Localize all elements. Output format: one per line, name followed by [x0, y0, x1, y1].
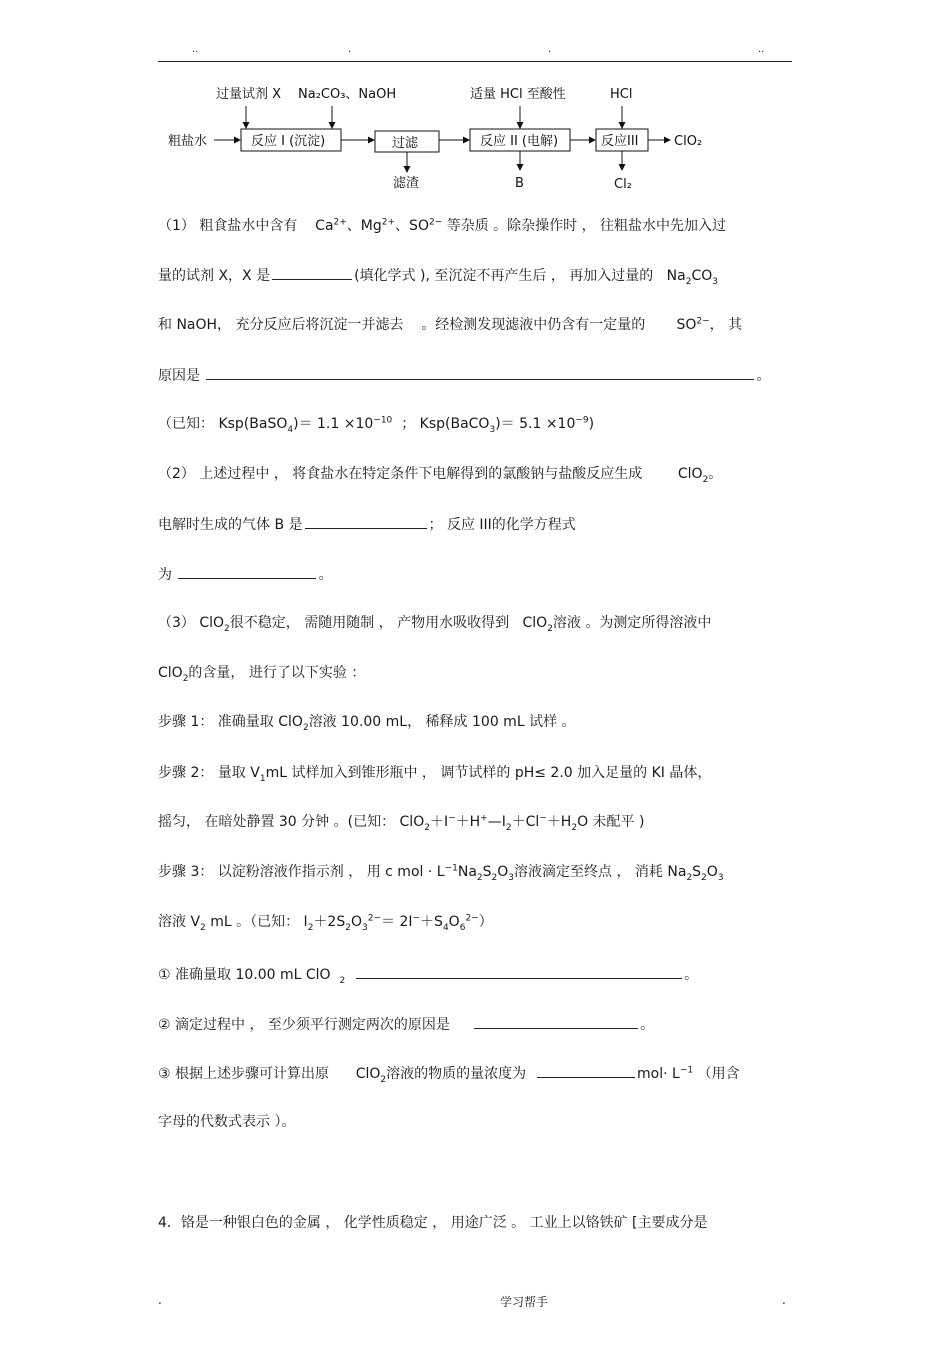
q2-line3: 为 。 — [158, 563, 332, 585]
q3-line1: （3） ClO$_2$很不稳定， 需随用随制 ， 产物用水吸收得到 ClO$_2$溶液 。为测定所得溶液中 — [158, 615, 712, 634]
reaction2-label: 反应 II (电解) — [480, 134, 559, 149]
answer-blank-equation[interactable] — [178, 563, 316, 579]
q3-step2-cont: 摇匀， 在暗处静置 30 分钟 。(已知： $ClO_2+I^-+H^+—I_2+Cl^-+H_2O$ 未配平 ) — [158, 813, 645, 833]
start-label: 粗盐水 — [168, 134, 208, 149]
q1-line1: （1） 粗食盐水中含有 $Ca^{2+}$、$Mg^{2+}$、$SO^{2-}$ 等杂质 。除杂操作时 ， 往粗盐水中先加入过 — [158, 217, 727, 234]
q3-sub1: ① 准确量取 10.00 mL ClO $_2$ 。 — [158, 963, 698, 985]
process-flowchart — [158, 76, 718, 196]
answer-blank-x[interactable] — [272, 264, 352, 280]
q3-step2: 步骤 2： 量取 $V_1mL$ 试样加入到锥形瓶中 ， 调节试样的 pH≤ 2.0 加入足量的 KI 晶体， — [158, 765, 712, 784]
footer-left-dot: . — [158, 1293, 162, 1307]
reaction1-label: 反应 I (沉淀) — [251, 134, 326, 149]
q3-sub2: ② 滴定过程中 ， 至少须平行测定两次的原因是 。 — [158, 1013, 654, 1035]
q3-line2: ClO$_2$的含量， 进行了以下实验 ： — [158, 665, 366, 684]
clo2-label: ClO₂ — [674, 134, 703, 149]
answer-blank-concentration[interactable] — [537, 1062, 635, 1078]
hcl-label: HCl — [610, 87, 633, 102]
hcl-acid-label: 适量 HCl 至酸性 — [470, 87, 566, 102]
page-header — [158, 44, 792, 58]
q4-line1: 4．铬是一种银白色的金属 ， 化学性质稳定 ， 用途广泛 。 工业上以铬铁矿 [主要成分是 — [158, 1215, 708, 1231]
q2-line2: 电解时生成的气体 B 是 ； 反应 III的化学方程式 — [158, 513, 576, 535]
q1-line3: 和 NaOH， 充分反应后将沉淀一并滤去 。经检测发现滤液中仍含有一定量的 $SO^{2-}$， 其 — [158, 316, 743, 333]
reagent-x-label: 过量试剂 X — [216, 87, 282, 102]
residue-label: 滤渣 — [393, 176, 420, 191]
b-label: B — [515, 176, 524, 191]
header-rule — [158, 61, 792, 62]
answer-blank-gas-b[interactable] — [305, 513, 427, 529]
filter-label: 过滤 — [392, 136, 419, 151]
footer-right-dot: . — [782, 1293, 786, 1307]
header-dot-1: .. — [192, 44, 199, 55]
q1-line5: （已知： Ksp(BaSO$_4$)＝ $1.1 \times 10^{-10}$ ； Ksp(BaCO$_3$)＝ $5.1 \times 10^{-9}$) — [158, 415, 595, 435]
q3-sub3: ③ 根据上述步骤可计算出原 ClO$_2$溶液的物质的量浓度为 $mol\cdot L^{-1}$ （用含 — [158, 1062, 740, 1084]
reagent-chem-label: Na₂CO₃、NaOH — [298, 87, 397, 102]
cl2-label: Cl₂ — [614, 177, 632, 192]
q2-line1: （2） 上述过程中 ， 将食盐水在特定条件下电解得到的氯酸钠与盐酸反应生成 ClO$_2$。 — [158, 466, 723, 485]
q3-step1: 步骤 1： 准确量取 ClO$_2$溶液 10.00 mL， 稀释成 100 mL 试样 。 — [158, 714, 576, 733]
header-dot-2: . — [348, 44, 352, 55]
footer-title: 学习帮手 — [500, 1295, 549, 1309]
answer-blank-instrument[interactable] — [356, 963, 682, 979]
q1-line2: 量的试剂 X，X 是 (填化学式 ), 至沉淀不再产生后 ， 再加入过量的 $Na_2CO_3$ — [158, 264, 718, 286]
answer-blank-reason[interactable] — [206, 364, 754, 380]
q3-step3-cont: 溶液 $V_2$ mL 。（已知： $I_2+2S_2O_3^{2-}= 2I^-+S_4O_6^{2-}$） — [158, 913, 493, 933]
header-dot-3: . — [548, 44, 552, 55]
header-dot-4: .. — [758, 44, 765, 55]
q1-line4: 原因是 。 — [158, 364, 770, 386]
q3-sub3-cont: 字母的代数式表示 ）。 — [158, 1114, 296, 1130]
reaction3-label: 反应III — [601, 134, 639, 149]
q3-step3: 步骤 3： 以淀粉溶液作指示剂 ， 用 c mol · $L^{-1}Na_2S_2O_3$溶液滴定至终点 ， 消耗 $Na_2S_2O_3$ — [158, 863, 724, 883]
answer-blank-parallel-reason[interactable] — [474, 1013, 638, 1029]
